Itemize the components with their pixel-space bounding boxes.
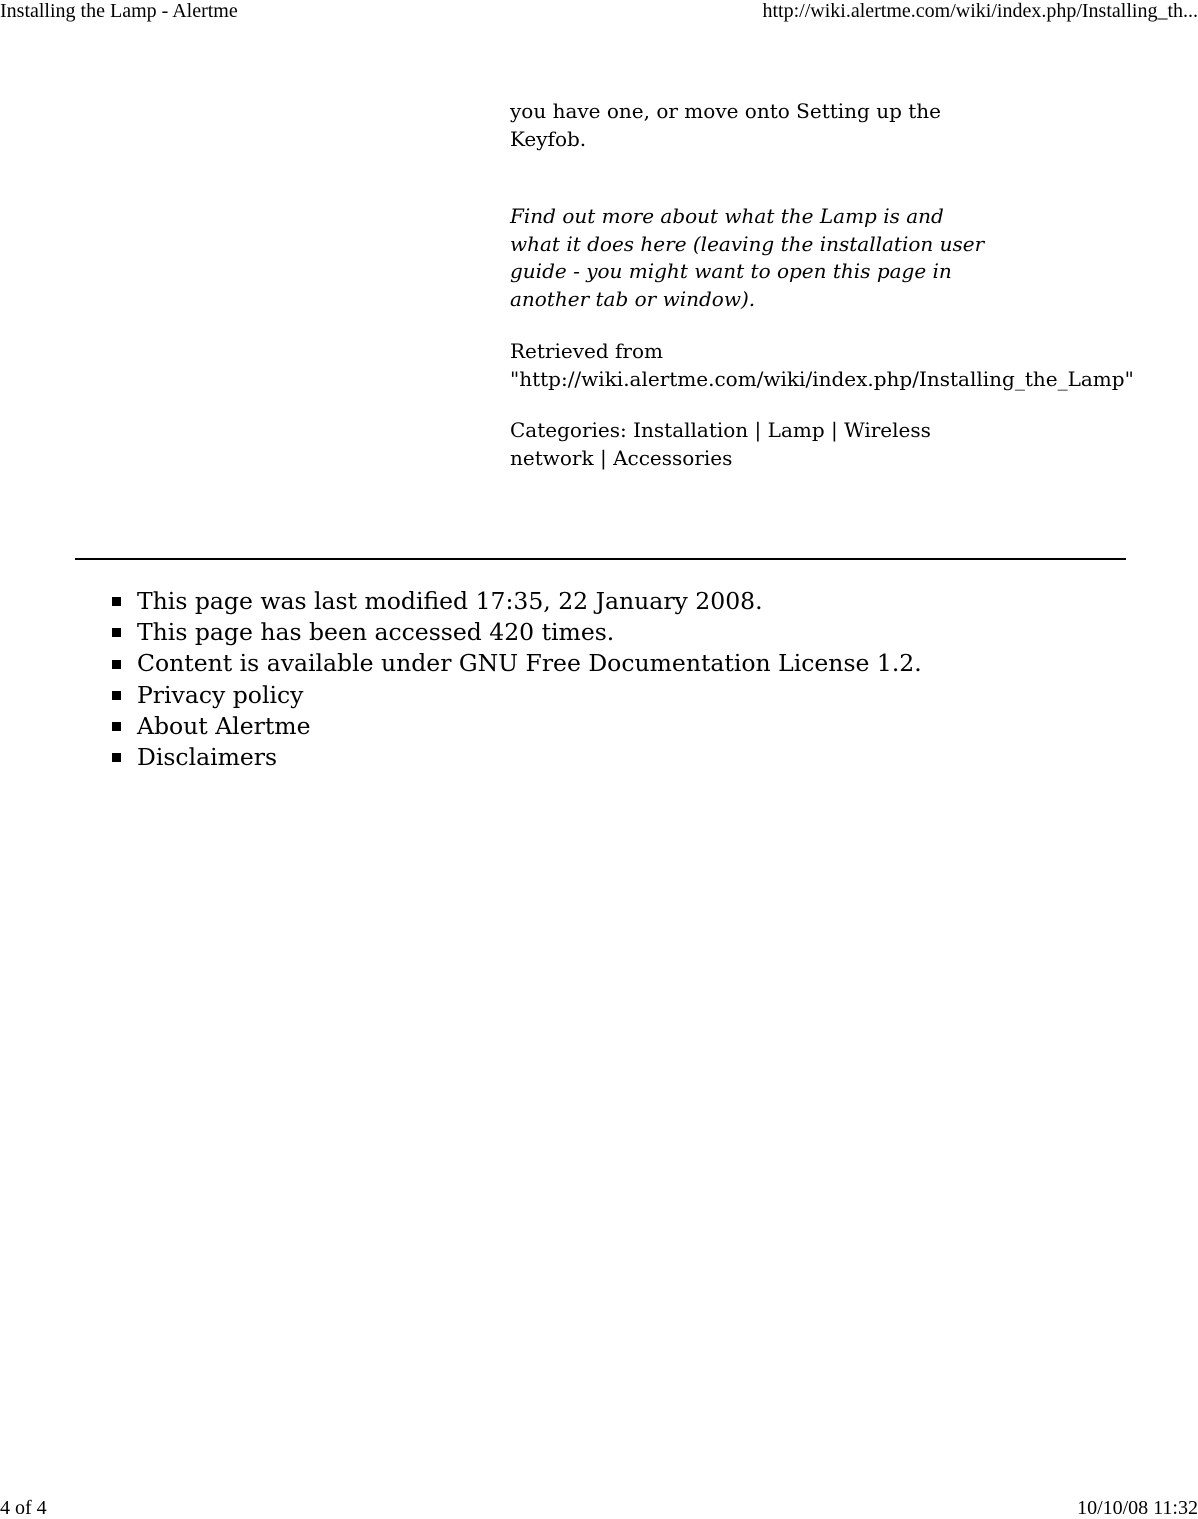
- print-datetime: 10/10/08 11:32: [1077, 1497, 1198, 1519]
- article-content: [510, 98, 1134, 472]
- print-page-count: 4 of 4: [0, 1497, 47, 1519]
- intro-paragraph: you have one, or move onto Setting up the Keyfob.: [510, 99, 942, 151]
- square-bullet-icon: [112, 628, 121, 637]
- category-separator: |: [831, 418, 845, 442]
- footer-info-list: [112, 586, 922, 773]
- square-bullet-icon: [112, 691, 121, 700]
- square-bullet-icon: [112, 722, 121, 731]
- print-page-title: Installing the Lamp - Alertme: [0, 0, 238, 22]
- categories-label: Categories:: [510, 418, 627, 442]
- footer-item-last-modified: [112, 586, 922, 617]
- footer-item-label: This page has been accessed 420 times.: [137, 618, 615, 647]
- footer-item-license: [112, 648, 922, 679]
- lamp-info-note: Find out more about what the Lamp is and what it does here (leaving the installation user guide - you might want to open this page in another tab or window).: [510, 204, 985, 311]
- square-bullet-icon: [112, 597, 121, 606]
- category-link-lamp[interactable]: Lamp: [767, 418, 825, 442]
- category-links: [510, 417, 1000, 472]
- square-bullet-icon: [112, 660, 121, 669]
- print-page-url: http://wiki.alertme.com/wiki/index.php/Installing_th...: [762, 0, 1198, 22]
- category-link-installation[interactable]: Installation: [633, 418, 749, 442]
- footer-item-view-count: [112, 617, 922, 648]
- footer-link-about[interactable]: About Alertme: [137, 711, 311, 740]
- footer-link-disclaimers[interactable]: Disclaimers: [137, 743, 278, 772]
- footer-item-disclaimers: [112, 742, 922, 773]
- square-bullet-icon: [112, 753, 121, 762]
- category-separator: |: [754, 418, 768, 442]
- footer-link-privacy-policy[interactable]: Privacy policy: [137, 680, 304, 709]
- footer-divider: [75, 558, 1126, 560]
- footer-item-privacy-policy: [112, 680, 922, 711]
- category-separator: |: [599, 445, 614, 470]
- footer-item-label[interactable]: Content is available under GNU Free Documentation License 1.2.: [137, 649, 922, 678]
- category-link-accessories[interactable]: Accessories: [613, 445, 733, 470]
- category-link-wireless-network[interactable]: Wireless network: [510, 418, 931, 470]
- footer-item-label: This page was last modified 17:35, 22 January 2008.: [137, 587, 763, 615]
- retrieved-from: Retrieved from "http://wiki.alertme.com/wiki/index.php/Installing_the_Lamp": [510, 339, 1134, 391]
- footer-item-about: [112, 711, 922, 742]
